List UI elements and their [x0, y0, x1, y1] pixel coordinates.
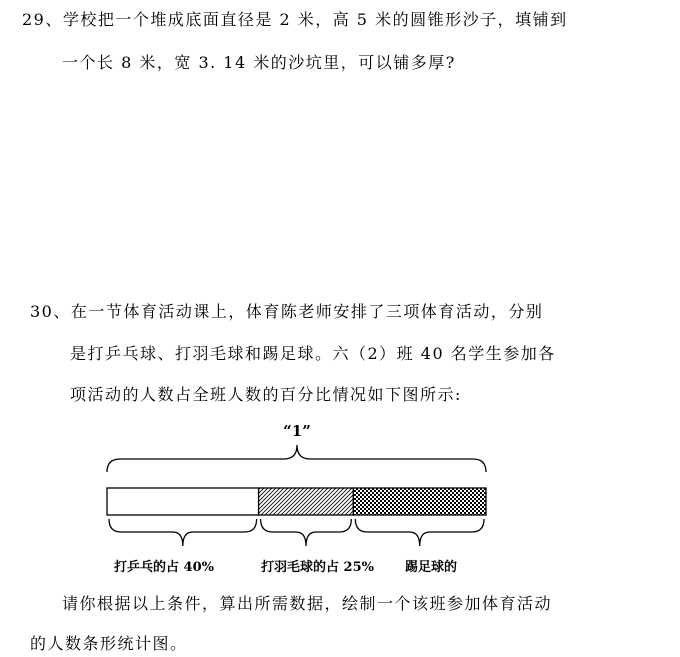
bar-segment-football — [353, 488, 486, 515]
q29-line-1: 29、学校把一个堆成底面直径是 2 米，高 5 米的圆锥形沙子，填铺到 — [22, 10, 568, 29]
q30-instruction-2: 的人数条形统计图。 — [30, 634, 188, 653]
q30-line-2: 是打乒乓球、打羽毛球和踢足球。六（2）班 40 名学生参加各 — [70, 344, 556, 363]
q30-line-3: 项活动的人数占全班人数的百分比情况如下图所示: — [70, 385, 462, 404]
brace-badminton — [261, 519, 352, 546]
segment-label-football: 踢足球的 — [405, 560, 458, 575]
q30-instruction-1: 请你根据以上条件，算出所需数据，绘制一个该班参加体育活动 — [62, 594, 553, 613]
top-brace — [107, 445, 486, 472]
q29-line-2: 一个长 8 米，宽 3. 14 米的沙坑里，可以铺多厚? — [62, 53, 456, 72]
segment-label-badminton: 打羽毛球的占 25% — [261, 560, 374, 575]
bottom-braces — [109, 519, 484, 546]
bar-segment-pingpong — [107, 488, 259, 515]
whole-label: “1” — [283, 422, 311, 440]
q30-line-1: 30、在一节体育活动课上，体育陈老师安排了三项体育活动，分别 — [30, 302, 544, 321]
segment-label-pingpong: 打乒乓的占 40% — [114, 560, 214, 575]
bar — [107, 488, 486, 515]
brace-football — [355, 519, 484, 546]
bar-segment-badminton — [259, 488, 354, 515]
brace-pingpong — [109, 519, 257, 546]
